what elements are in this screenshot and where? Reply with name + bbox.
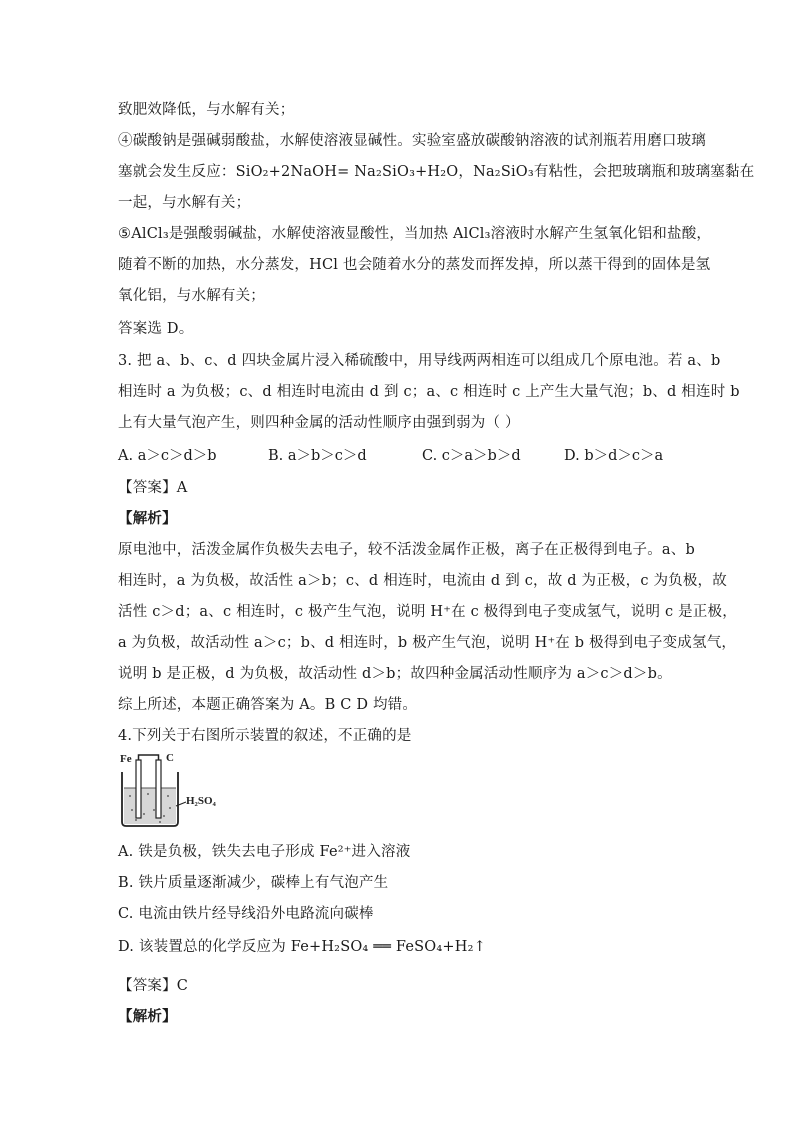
analysis-line: 说明 b 是正极，d 为负极，故活动性 d＞b；故四种金属活动性顺序为 a＞c＞d＞b。 [118, 666, 672, 682]
analysis-line: 原电池中，活泼金属作负极失去电子，较不活泼金属作正极，离子在正极得到电子。a、b [118, 542, 695, 558]
fe-electrode [136, 760, 141, 818]
q3-option-b: B. a＞b＞c＞d [268, 448, 367, 464]
analysis-line: a 为负极，故活动性 a＞c；b、d 相连时，b 极产生气泡，说明 H⁺在 b 极得到电子变成氢气， [118, 635, 737, 651]
acid-label: H₂SO₄ [186, 795, 216, 807]
fe-label: Fe [120, 753, 132, 765]
text-line: ⑤AlCl₃是强酸弱碱盐，水解使溶液显酸性，当加热 AlCl₃溶液时水解产生氢氧化铝和盐酸， [118, 226, 712, 242]
text-line: 塞就会发生反应：SiO₂+2NaOH= Na₂SiO₃+H₂O，Na₂SiO₃有粘性，会把玻璃瓶和玻璃塞黏在 [118, 164, 755, 180]
q4-option-b: B. 铁片质量逐渐减少，碳棒上有气泡产生 [118, 875, 389, 891]
q4-option-c: C. 电流由铁片经导线沿外电路流向碳棒 [118, 906, 374, 922]
q4-option-d: D. 该装置总的化学反应为 Fe+H₂SO₄ ══ FeSO₄+H₂↑ [118, 939, 486, 955]
q3-answer: 【答案】A [118, 480, 188, 496]
question-3-stem: 相连时 a 为负极；c、d 相连时电流由 d 到 c；a、c 相连时 c 上产生大量气泡；b、d 相连时 b [118, 384, 740, 400]
text-line: 随着不断的加热，水分蒸发，HCl 也会随着水分的蒸发而挥发掉，所以蒸干得到的固体是氢 [118, 257, 711, 273]
galvanic-cell-diagram [118, 752, 238, 828]
connecting-wire [139, 755, 159, 760]
text-line: 致肥效降低，与水解有关； [118, 102, 295, 118]
text-line: ④碳酸钠是强碱弱酸盐，水解使溶液显碱性。实验室盛放碳酸钠溶液的试剂瓶若用磨口玻璃 [118, 133, 706, 149]
question-4-stem: 4.下列关于右图所示装置的叙述，不正确的是 [118, 728, 412, 744]
q3-option-c: C. c＞a＞b＞d [422, 448, 521, 464]
analysis-line: 相连时，a 为负极，故活性 a＞b；c、d 相连时，电流由 d 到 c，故 d 为正极，c 为负极，故 [118, 573, 727, 589]
text-line: 答案选 D。 [118, 321, 194, 337]
solution-fill [124, 788, 176, 824]
q3-analysis-heading: 【解析】 [118, 510, 177, 527]
text-line: 氧化铝，与水解有关； [118, 288, 265, 304]
question-3-stem: 上有大量气泡产生，则四种金属的活动性顺序由强到弱为（ ） [118, 415, 520, 431]
analysis-line: 综上所述，本题正确答案为 A。B C D 均错。 [118, 697, 418, 713]
carbon-electrode [156, 760, 161, 818]
q4-option-a: A. 铁是负极，铁失去电子形成 Fe²⁺进入溶液 [118, 844, 411, 860]
text-line: 一起，与水解有关； [118, 195, 251, 211]
carbon-label: C [166, 752, 174, 764]
q4-analysis-heading: 【解析】 [118, 1008, 177, 1025]
question-3-stem: 3. 把 a、b、c、d 四块金属片浸入稀硫酸中，用导线两两相连可以组成几个原电池。若 a、b [118, 353, 721, 369]
analysis-line: 活性 c＞d；a、c 相连时，c 极产生气泡，说明 H⁺在 c 极得到电子变成氢气，说明 c 是正极， [118, 604, 737, 620]
q4-answer: 【答案】C [118, 978, 189, 994]
q3-option-d: D. b＞d＞c＞a [564, 448, 664, 464]
q3-option-a: A. a＞c＞d＞b [118, 448, 217, 464]
